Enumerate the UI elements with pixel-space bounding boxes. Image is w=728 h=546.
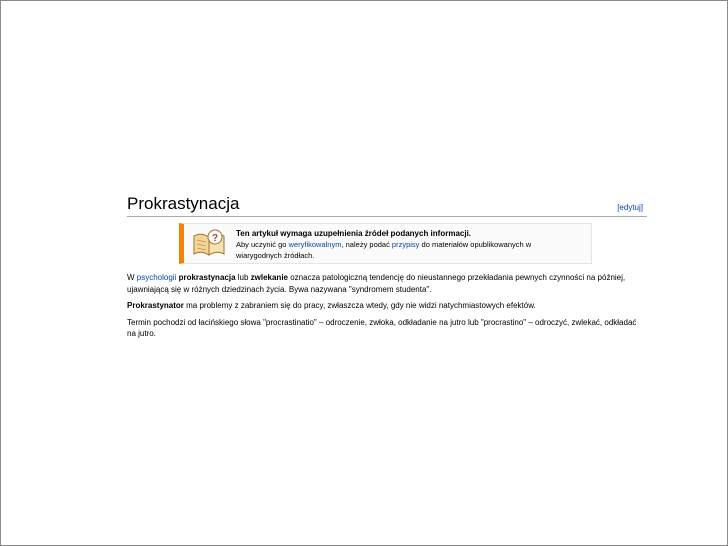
page-title: Prokrastynacja: [127, 194, 240, 213]
svg-text:?: ?: [211, 233, 219, 244]
notice-title: Ten artykuł wymaga uzupełnienia źródeł podanych informacji.: [236, 229, 472, 238]
citation-needed-notice: [179, 223, 592, 264]
paragraph-1-rest: oznacza patologiczną tendencję do nieustannego przekładania pewnych czynności na później, ujawniającą się w różnych dziedzinach życia. Bywa nazywana "syndromem studenta".: [127, 273, 626, 294]
open-book-question-icon: [192, 228, 226, 258]
term-prokrastynator: Prokrastynator: [127, 301, 184, 310]
paragraph-2: [127, 300, 647, 312]
paragraph-3: Termin pochodzi od łacińskiego słowa "procrastinatio" – odroczenie, zwłoka, odkładanie na jutro lub "procrastino" – odroczyć, zwlekać, odkładać na jutro.: [127, 317, 637, 338]
term-zwlekanie: zwlekanie: [250, 273, 288, 282]
notice-line1-suffix: do materiałów opublikowanych w: [419, 240, 532, 249]
notice-text: [236, 228, 585, 261]
term-prokrastynacja: prokrastynacja: [178, 273, 236, 282]
verifiable-link[interactable]: weryfikowalnym: [288, 240, 342, 249]
text-lub: lub: [235, 273, 251, 282]
paragraph-2-rest: ma problemy z zabraniem się do pracy, zwłaszcza wtedy, gdy nie widzi natychmiastowych efektów.: [183, 301, 536, 310]
article: [127, 194, 647, 338]
edit-link[interactable]: [edytuj]: [617, 203, 643, 212]
title-divider: [127, 216, 647, 217]
notice-line-2: wiarygodnych źródłach.: [236, 251, 315, 260]
notice-line1-mid: , należy podać: [341, 240, 392, 249]
notice-line1-prefix: Aby uczynić go: [236, 240, 289, 249]
text-w: W: [127, 273, 137, 282]
article-body: [127, 272, 647, 345]
footnotes-link[interactable]: przypisy: [391, 240, 420, 249]
notice-line-1: [236, 239, 585, 250]
psychology-link[interactable]: psychologii: [136, 273, 177, 282]
paragraph-1: [127, 272, 647, 295]
